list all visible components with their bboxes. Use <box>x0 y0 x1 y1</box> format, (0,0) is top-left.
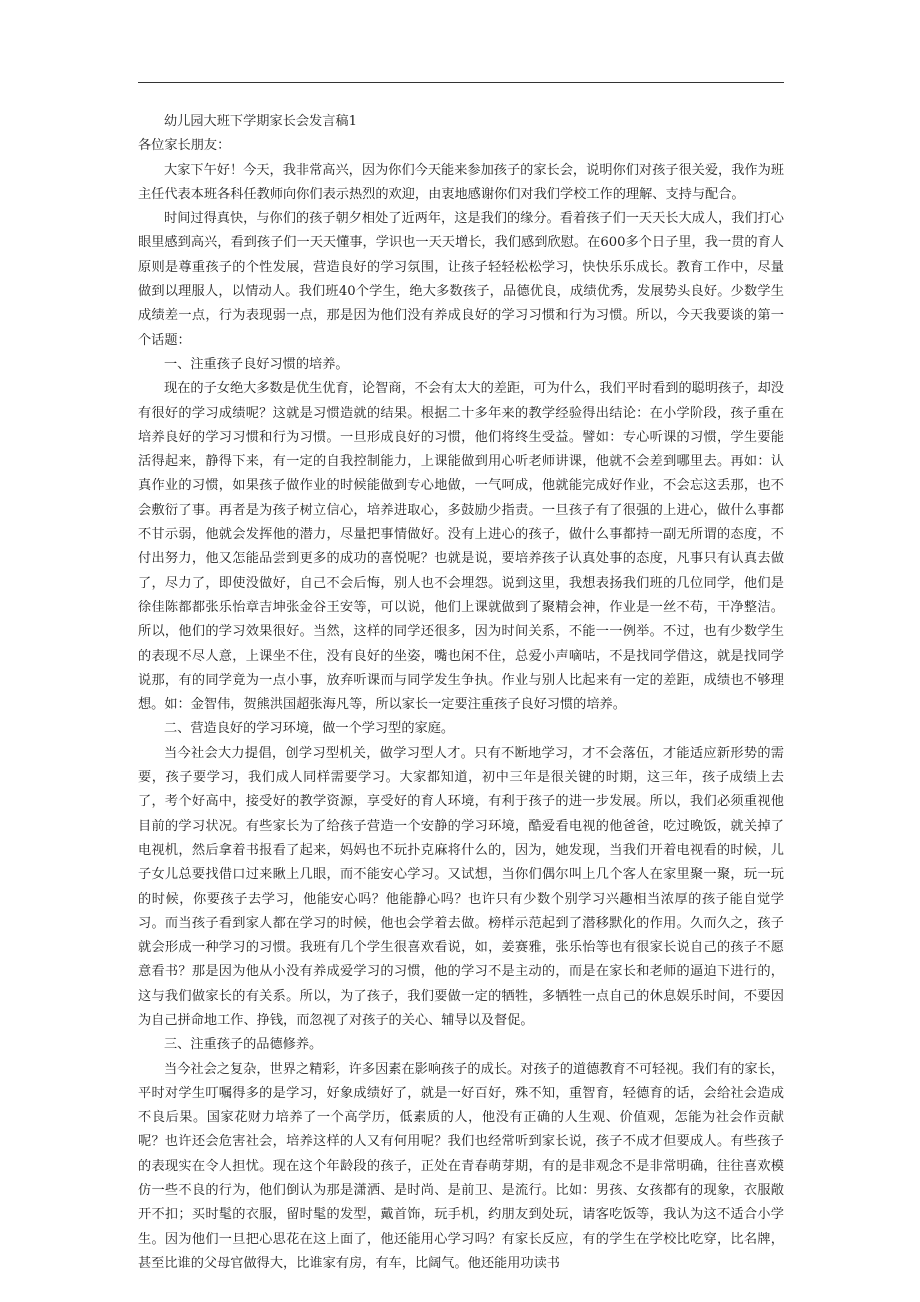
paragraph: 大家下午好！今天，我非常高兴，因为你们今天能来参加孩子的家长会，说明你们对孩子很关爱，我作为班主任代表本班各科任教师向你们表示热烈的欢迎，由衷地感谢你们对我们学校工作的理解、支持与配合。 <box>138 162 784 202</box>
paragraph: 时间过得真快，与你们的孩子朝夕相处了近两年，这是我们的缘分。看着孩子们一天天长大成人，我们打心眼里感到高兴，看到孩子们一天天懂事，学识也一天天增长，我们感到欣慰。在600多个日子里，我一贯的育人原则是尊重孩子的个性发展，营造良好的学习氛围，让孩子轻轻松松学习，快快乐乐成长。教育工作中，尽量做到以理服人，以情动人。我们班40个学生，绝大多数孩子，品德优良，成绩优秀，发展势头良好。少数学生成绩差一点，行为表现弱一点，那是因为他们没有养成良好的学习习惯和行为习惯。所以，今天我要谈的第一个话题： <box>138 211 784 348</box>
paragraph: 当今社会大力提倡，创学习型机关，做学习型人才。只有不断地学习，才不会落伍，才能适应新形势的需要，孩子要学习，我们成人同样需要学习。大家都知道，初中三年是很关键的时期，这三年，孩子成绩上去了，考个好高中，接受好的教学资源，享受好的育人环境，有利于孩子的进一步发展。所以，我们必须重视他目前的学习状况。有些家长为了给孩子营造一个安静的学习环境，酷爱看电视的他爸爸，吃过晚饭，就关掉了电视机，然后拿着书报看了起来，妈妈也不玩扑克麻将什么的，因为，她发现，当我们开着电视看的时候，儿子女儿总要找借口过来瞅上几眼，而不能安心学习。又试想，当你们偶尔叫上几个客人在家里聚一聚，玩一玩的时候，你要孩子去学习，他能安心吗？他能静心吗？也许只有少数个别学习兴趣相当浓厚的孩子能自觉学习。而当孩子看到家人都在学习的时候，他也会学着去做。榜样示范起到了潜移默化的作用。久而久之，孩子就会形成一种学习的习惯。我班有几个学生很喜欢看说，如，姜赛雅，张乐怡等也有很家长说自己的孩子不愿意看书？那是因为他从小没有养成爱学习的习惯，他的学习不是主动的，而是在家长和老师的逼迫下进行的，这与我们做家长的有关系。所以，为了孩子，我们要做一定的牺牲，多牺牲一点自己的休息娱乐时间，不要因为自己拼命地工作、挣钱，而忽视了对孩子的关心、辅导以及督促。 <box>138 745 784 1028</box>
document-title: 幼儿园大班下学期家长会发言稿1 <box>164 114 358 129</box>
document-body <box>138 110 784 1276</box>
paragraph: 现在的子女绝大多数是优生优育，论智商，不会有太大的差距，可为什么，我们平时看到的聪明孩子，却没有很好的学习成绩呢？这就是习惯造就的结果。根据二十多年来的教学经验得出结论：在小学阶段，孩子重在培养良好的学习习惯和行为习惯。一旦形成良好的习惯，他们将终生受益。譬如：专心听课的习惯，学生要能活得起来，静得下来，有一定的自我控制能力，上课能做到用心听老师讲课，他就不会差到哪里去。再如：认真作业的习惯，如果孩子做作业的时候能做到专心地做，一气呵成，他就能完成好作业，不会忘这丢那，也不会敷衍了事。再者是为孩子树立信心，培养进取心，多鼓励少指责。一旦孩子有了很强的上进心，做什么事都不甘示弱，他就会发挥他的潜力，尽量把事情做好。没有上进心的孩子，做什么事都持一副无所谓的态度，不付出努力，他又怎能品尝到更多的成功的喜悦呢？也就是说，要培养孩子认真处事的态度，凡事只有认真去做了，尽力了，即使没做好，自己不会后悔，别人也不会埋怨。说到这里，我想表扬我们班的几位同学，他们是徐佳陈都都张乐怡章吉坤张金谷王安等，可以说，他们上课就做到了聚精会神，作业是一丝不苟，干净整洁。所以，他们的学习效果很好。当然，这样的同学还很多，因为时间关系，不能一一例举。不过，也有少数学生的表现不尽人意，上课坐不住，没有良好的坐姿，嘴也闲不住，总爱小声嘀咕，不是找同学借这，就是找同学说那，有的同学竟为一点小事，放弃听课而与同学发生争执。作业与别人比起来有一定的差距，成绩也不够理想。如：金智伟，贺熊洪国超张海凡等，所以家长一定要注重孩子良好习惯的培养。 <box>138 381 784 713</box>
greeting: 各位家长朋友： <box>138 138 231 154</box>
section-heading: 三、注重孩子的品德修养。 <box>164 1037 323 1053</box>
paragraph: 当今社会之复杂，世界之精彩，许多因素在影响孩子的成长。对孩子的道德教育不可轻视。我们有的家长，平时对学生叮嘱得多的是学习，好象成绩好了，就是一好百好，殊不知，重智育，轻德育的话，会给社会造成不良后果。国家花财力培养了一个高学历，低素质的人，他没有正确的人生观、价值观，怎能为社会作贡献呢？也许还会危害社会，培养这样的人又有何用呢？我们也经常听到家长说，孩子不成才但要成人。有些孩子的表现实在令人担忧。现在这个年龄段的孩子，正处在青春萌芽期，有的是非观念不是非常明确，往往喜欢模仿一些不良的行为，他们倒认为那是潇洒、是时尚、是前卫、是流行。比如：男孩、女孩都有的现象，衣服敞开不扣；买时髦的衣服，留时髦的发型，戴首饰，玩手机，约朋友到处玩，请客吃饭等，我认为这不适合小学生。因为他们一旦把心思花在这上面了，他还能用心学习吗？有家长反应，有的学生在学校比吃穿，比名牌，甚至比谁的父母官做得大，比谁家有房，有车，比阔气。他还能用功读书 <box>138 1061 784 1271</box>
section-heading: 一、注重孩子良好习惯的培养。 <box>164 356 349 372</box>
header-rule <box>138 82 784 83</box>
section-heading: 二、营造良好的学习环境，做一个学习型的家庭。 <box>164 721 455 737</box>
